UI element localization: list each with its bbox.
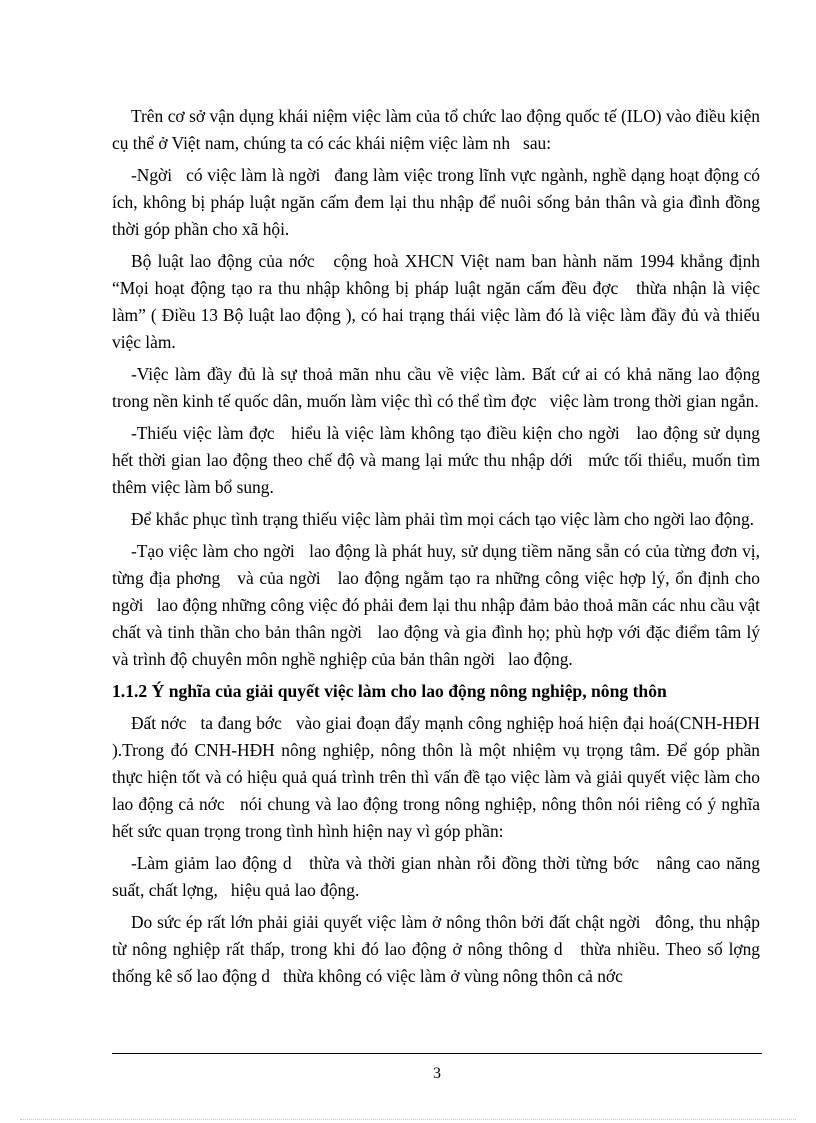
page-number: 3 <box>433 1065 441 1082</box>
paragraph-rural-pressure: Do sức ép rất lớn phải giải quyết việc làm ở nông thôn bởi đất chật ngời đông, thu nhập từ nông nghiệp rất thấp, trong khi đó lao động ở nông thông d thừa nhiều. Theo số lợng thống kê số lao động d thừa không có việc làm ở vùng nông thôn cả nớc <box>112 912 774 986</box>
paragraph-full-employment: -Việc làm đầy đủ là sự thoả mãn nhu cầu về việc làm. Bất cứ ai có khả năng lao động trong nền kinh tế quốc dân, muốn làm việc thì có thể tìm đợc việc làm trong thời gian ngắn. <box>112 364 765 411</box>
page-bottom-border <box>20 1119 796 1120</box>
paragraph-underemployment: -Thiếu việc làm đợc hiểu là việc làm không tạo điều kiện cho ngời lao động sử dụng hết thời gian lao động theo chế độ và mang lại mức thu nhập dới mức tối thiểu, muốn tìm thêm việc làm bổ sung. <box>112 423 765 497</box>
paragraph-labor-code: Bộ luật lao động của nớc cộng hoà XHCN Việt nam ban hành năm 1994 khẳng định “Mọi hoạt động tạo ra thu nhập không bị pháp luật ngăn cấm đều đợc thừa nhận là việc làm” ( Điều 13 Bộ luật lao động ), có hai trạng thái việc làm đó là việc làm đầy đủ và thiếu việc làm. <box>112 251 765 352</box>
paragraph-overcome-underemployment: Để khắc phục tình trạng thiếu việc làm phải tìm mọi cách tạo việc làm cho ngời lao động. <box>131 509 754 529</box>
paragraph-ilo-concept: Trên cơ sở vận dụng khái niệm việc làm của tổ chức lao động quốc tế (ILO) vào điều kiện cụ thể ở Việt nam, chúng ta có các khái niệm việc làm nh sau: <box>112 106 765 153</box>
paragraph-job-creation: -Tạo việc làm cho ngời lao động là phát huy, sử dụng tiềm năng sẵn có của từng đơn vị, từng địa phơng và của ngời lao động ngằm tạo ra những công việc hợp lý, ổn định cho ngời lao động những công việc đó phải đem lại thu nhập đảm bảo thoả mãn các nhu cầu vật chất và tinh thần cho bản thân ngời lao động và gia đình họ; phù hợp với đặc điểm tâm lý và trình độ chuyên môn nghề nghiệp của bản thân ngời lao động. <box>112 541 765 669</box>
paragraph-employed-definition: -Ngời có việc làm là ngời đang làm việc trong lĩnh vực ngành, nghề dạng hoạt động có ích, không bị pháp luật ngăn cấm đem lại thu nhập để nuôi sống bản thân và gia đình đồng thời góp phần cho xã hội. <box>112 165 765 239</box>
paragraph-reduce-surplus: -Làm giảm lao động d thừa và thời gian nhàn rỗi đồng thời từng bớc nâng cao năng suất, chất lợng, hiệu quả lao động. <box>112 853 765 900</box>
footer-divider <box>112 1053 762 1054</box>
paragraph-industrialization: Đất nớc ta đang bớc vào giai đoạn đẩy mạnh công nghiệp hoá hiện đại hoá(CNH-HĐH ).Trong đó CNH-HĐH nông nghiệp, nông thôn là một nhiệm vụ trọng tâm. Để góp phần thực hiện tốt và có hiệu quả quá trình trên thì vấn đề tạo việc làm và giải quyết việc làm cho lao động cả nớc nói chung và lao động trong nông nghiệp, nông thôn nói riêng có ý nghĩa hết sức quan trọng trong tình hình hiện nay vì góp phần: <box>112 713 765 841</box>
document-body <box>112 103 774 995</box>
section-heading: 1.1.2 Ý nghĩa của giải quyết việc làm cho lao động nông nghiệp, nông thôn <box>112 681 667 701</box>
